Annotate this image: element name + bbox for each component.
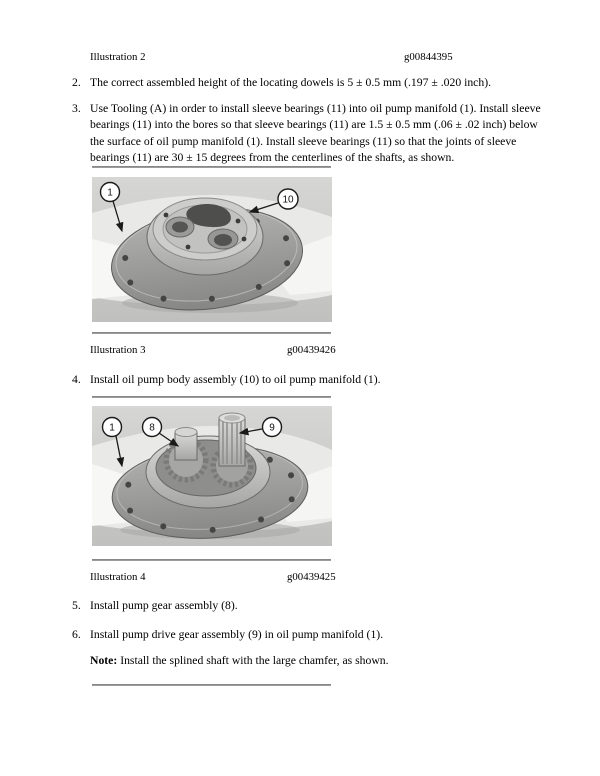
step-number: 5.	[72, 599, 81, 612]
divider-rule	[92, 166, 331, 168]
right-bore-hole	[214, 234, 232, 246]
divider-rule	[92, 684, 331, 686]
shaft-top-face	[224, 415, 240, 421]
divider-rule	[92, 396, 331, 398]
illustration-2-label: Illustration 2	[90, 51, 146, 63]
step-number: 6.	[72, 628, 81, 641]
note-text: Install the splined shaft with the large chamfer, as shown.	[120, 654, 389, 667]
callout-label-9: 9	[269, 422, 275, 434]
note-label: Note:	[90, 654, 118, 667]
step-number: 3.	[72, 102, 81, 115]
illustration-4-ref: g00439425	[287, 571, 336, 583]
step-number: 4.	[72, 373, 81, 386]
illustration-3-ref: g00439426	[287, 344, 336, 356]
step-item-3	[72, 101, 542, 166]
left-bore-hole	[172, 222, 188, 233]
illustration-3-label: Illustration 3	[90, 344, 146, 356]
figure-photo-illustration-3	[92, 177, 332, 322]
step-item-4	[72, 372, 542, 388]
step-text: Use Tooling (A) in order to install sleeve bearings (11) into oil pump manifold (1). Install sleeve bearings (11) into the bores so that sleeve bearings (11) are 1.5 ± 0.5 mm (.06 ± .02 inch) below the surface of oil pump manifold (1). Install sleeve bearings (11) so that the joints of sleeve bearings (11) are 30 ± 15 degrees from the centerlines of the shafts, as shown.	[90, 102, 541, 164]
step-text: Install oil pump body assembly (10) to oil pump manifold (1).	[90, 373, 381, 386]
divider-rule	[92, 332, 331, 334]
figure-photo-illustration-4	[92, 406, 332, 546]
step-number: 2.	[72, 76, 81, 89]
divider-rule	[92, 559, 331, 561]
step-text: The correct assembled height of the locating dowels is 5 ± 0.5 mm (.197 ± .020 inch).	[90, 76, 492, 89]
step-text: Install pump drive gear assembly (9) in oil pump manifold (1).	[90, 628, 384, 641]
step-text: Install pump gear assembly (8).	[90, 599, 238, 612]
step-item-5	[72, 598, 542, 614]
note-paragraph	[90, 653, 542, 669]
callout-label-8: 8	[149, 422, 155, 434]
callout-label-10: 10	[282, 194, 294, 206]
callout-label-1: 1	[109, 422, 115, 434]
callout-label-1: 1	[107, 187, 113, 199]
step-item-6	[72, 627, 542, 643]
illustration-4-label: Illustration 4	[90, 571, 146, 583]
gear-hub-top	[175, 428, 197, 437]
illustration-2-ref: g00844395	[404, 51, 453, 63]
step-item-2	[72, 75, 542, 91]
